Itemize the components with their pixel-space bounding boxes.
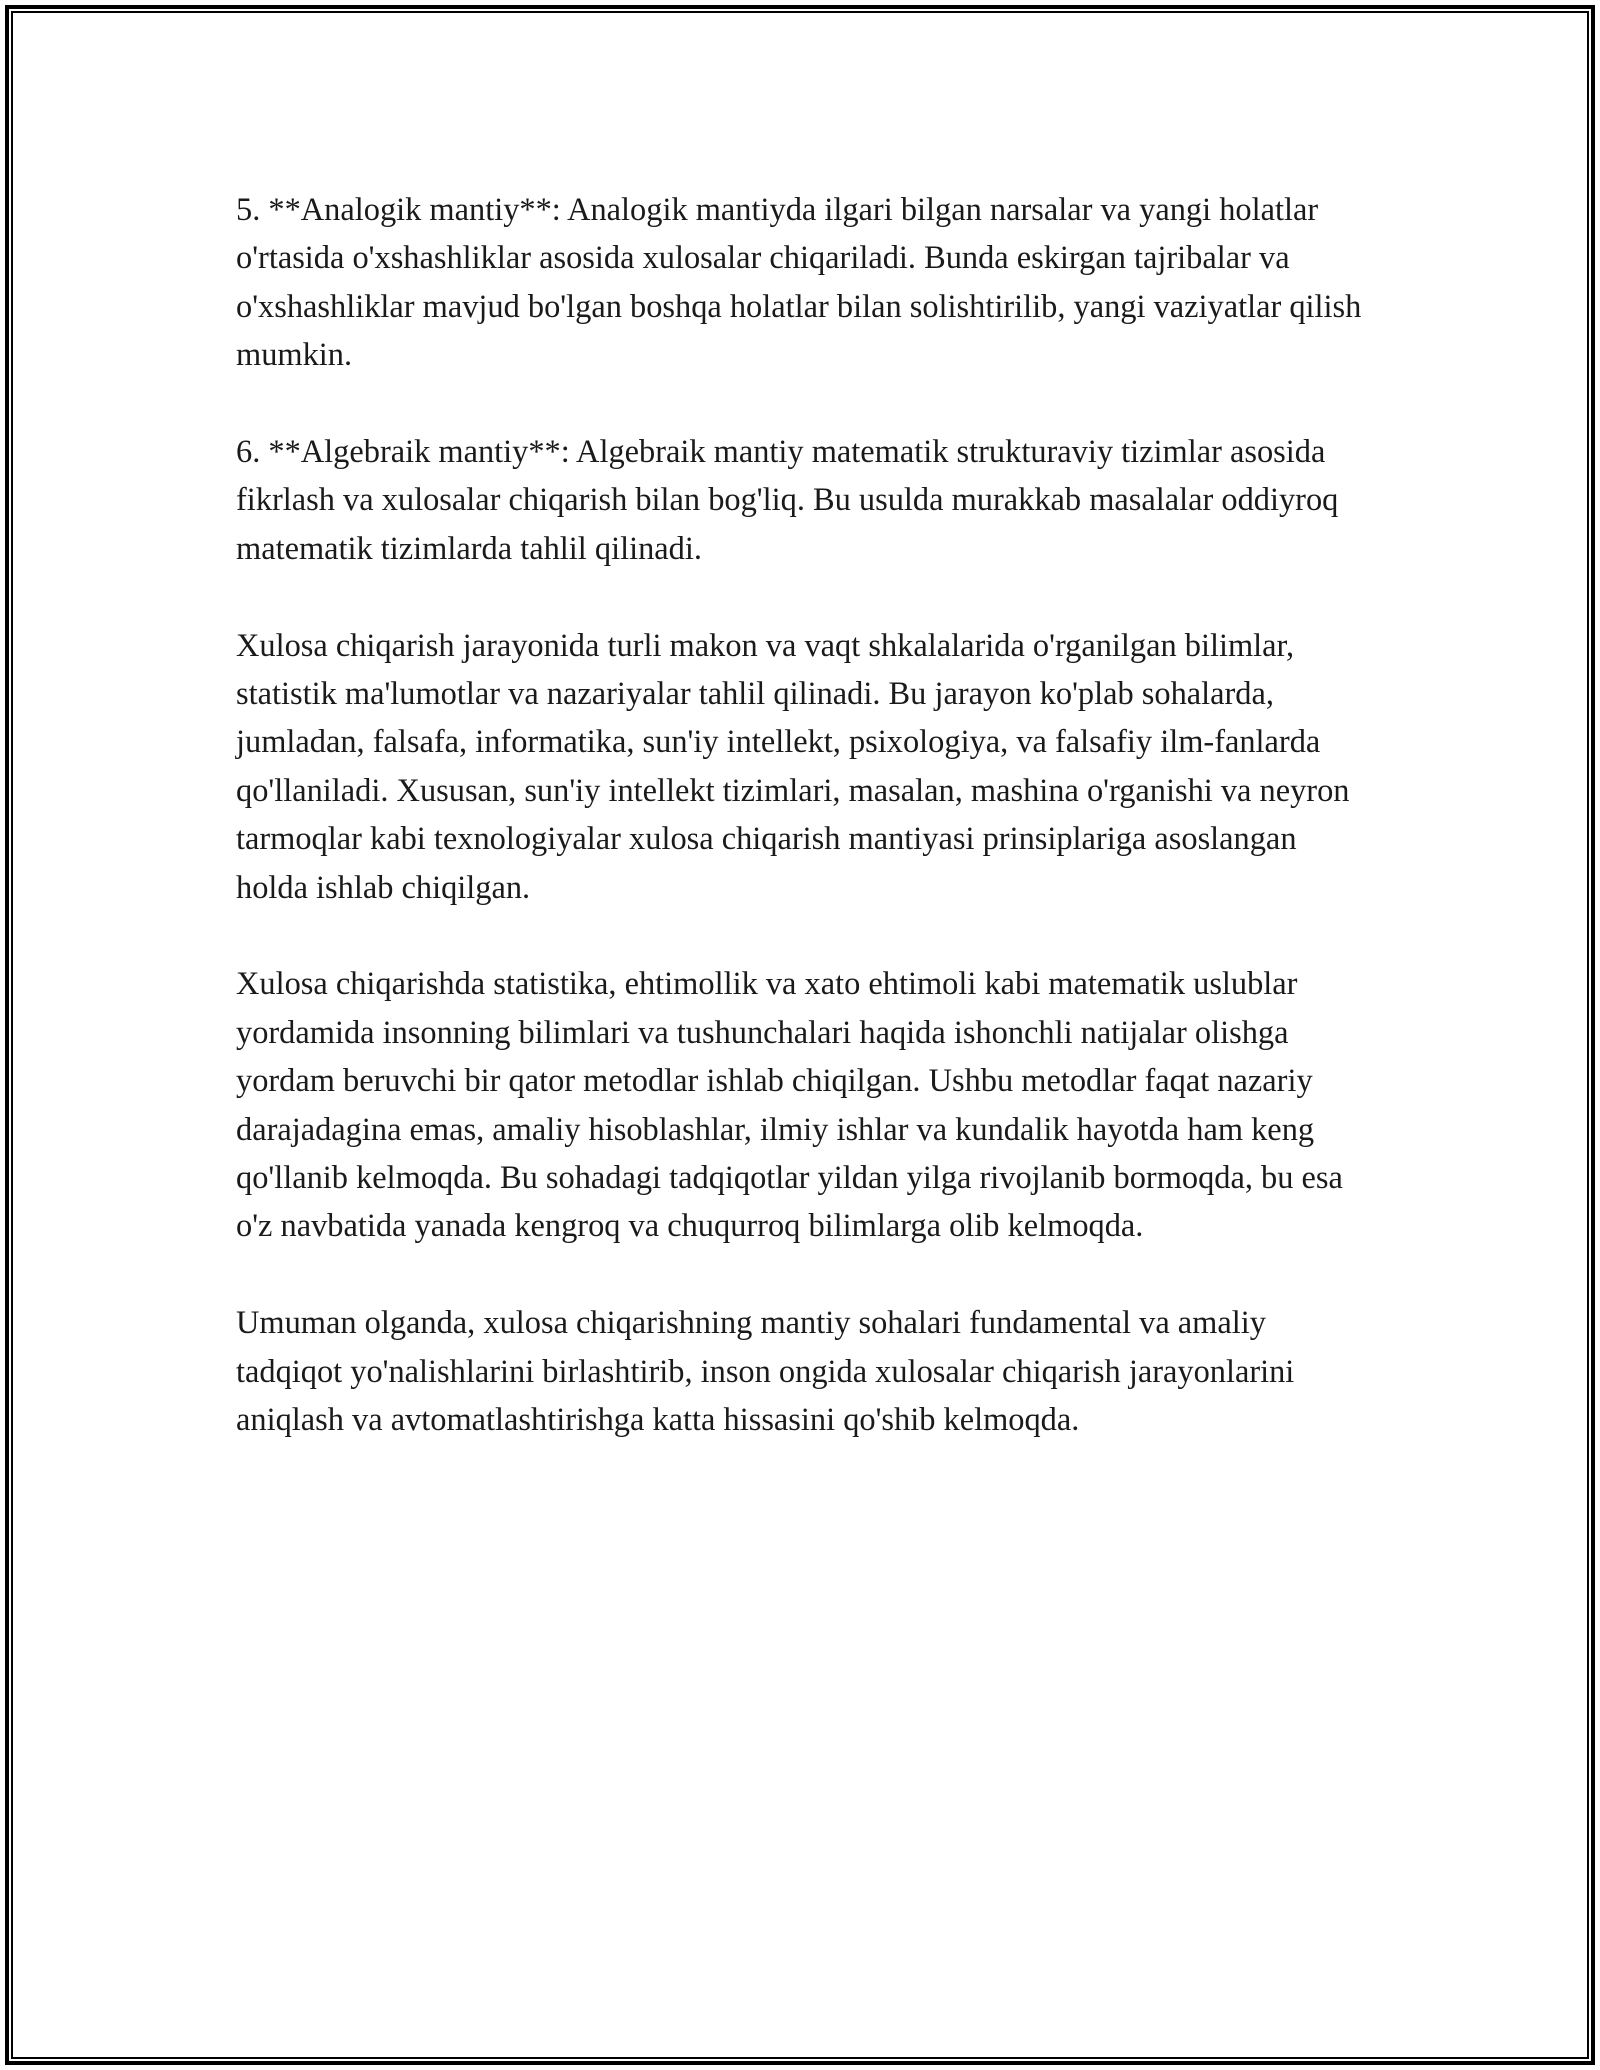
paragraph-statistik-metodlar: Xulosa chiqarishda statistika, ehtimollik va xato ehtimoli kabi matematik uslublar yordamida insonning bilimlari va tushunchalari haqida ishonchli natijalar olishga yordam beruvchi bir qator metodlar ishlab chiqilgan. Ushbu metodlar faqat nazariy darajadagina emas, amaliy hisoblashlar, ilmiy ishlar va kundalik hayotda ham keng qo'llanib kelmoqda. Bu sohadagi tadqiqotlar yildan yilga rivojlanib bormoqda, bu esa o'z navbatida yanada kengroq va chuqurroq bilimlarga olib kelmoqda. — [236, 966, 1343, 1245]
paragraph-algebraik-mantiy: 6. **Algebraik mantiy**: Algebraik mantiy matematik strukturaviy tizimlar asosida fikrlash va xulosalar chiqarish bilan bog'liq. Bu usulda murakkab masalalar oddiyroq matematik tizimlarda tahlil qilinadi. — [236, 434, 1339, 567]
paragraph-analogik-mantiy: 5. **Analogik mantiy**: Analogik mantiyda ilgari bilgan narsalar va yangi holatlar o'rtasida o'xshashliklar asosida xulosalar chiqariladi. Bunda eskirgan tajribalar va o'xshashliklar mavjud bo'lgan boshqa holatlar bilan solishtirilib, yangi vaziyatlar qilish mumkin. — [236, 192, 1362, 374]
paragraph-xulosa-jarayoni: Xulosa chiqarish jarayonida turli makon va vaqt shkalalarida o'rganilgan bilimlar, statistik ma'lumotlar va nazariyalar tahlil qilinadi. Bu jarayon ko'plab sohalarda, jumladan, falsafa, informatika, sun'iy intellekt, psixologiya, va falsafiy ilm-fanlarda qo'llaniladi. Xususan, sun'iy intellekt tizimlari, masalan, mashina o'rganishi va neyron tarmoqlar kabi texnologiyalar xulosa chiqarish mantiyasi prinsiplariga asoslangan holda ishlab chiqilgan. — [236, 627, 1350, 906]
paragraph-umuman-olganda: Umuman olganda, xulosa chiqarishning mantiy sohalari fundamental va amaliy tadqiqot yo'nalishlarini birlashtirib, inson ongida xulosalar chiqarish jarayonlarini aniqlash va avtomatlashtirishga katta hissasini qo'shib kelmoqda. — [236, 1305, 1295, 1439]
document-body — [236, 186, 1372, 1445]
